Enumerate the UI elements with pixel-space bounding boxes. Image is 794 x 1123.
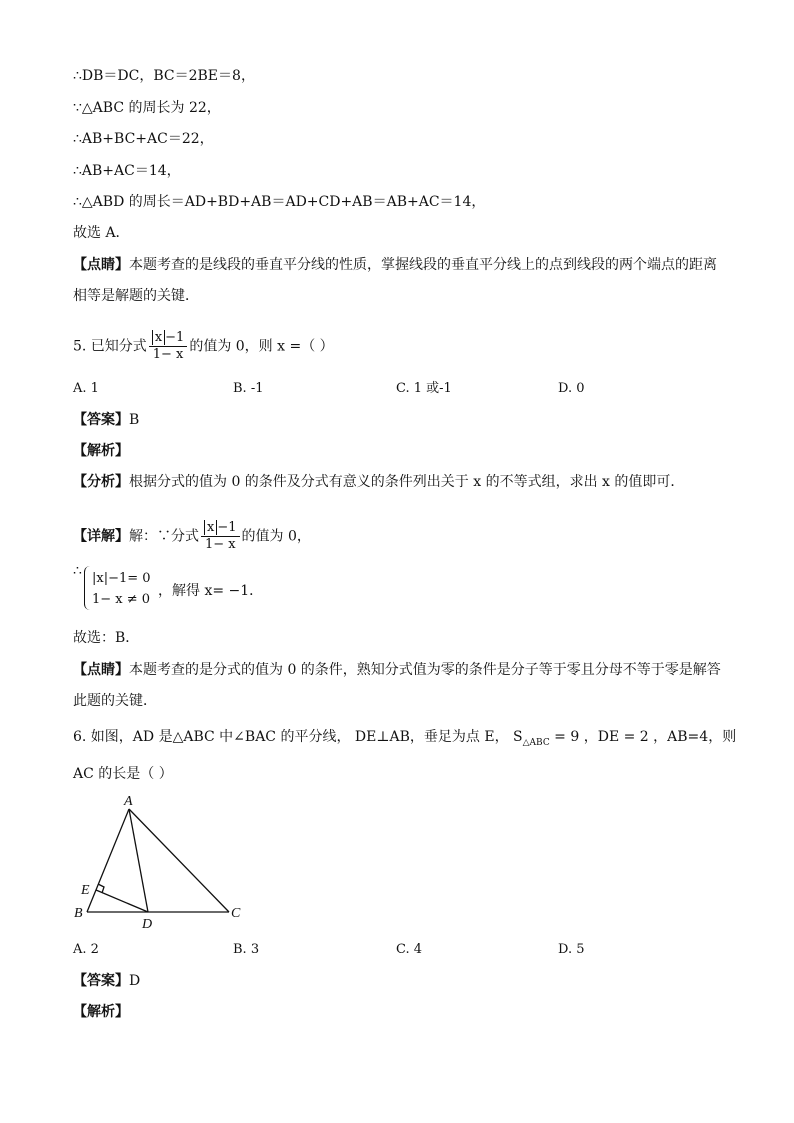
detail-prefix: 解：∵分式 bbox=[129, 528, 199, 545]
q5-analysis-tag: 【解析】 bbox=[73, 443, 129, 459]
comment-line-1 bbox=[73, 255, 717, 275]
frac-denominator: 1− x bbox=[152, 347, 184, 362]
segment-de bbox=[96, 890, 148, 912]
proof-line-4: ∴AB+AC＝14， bbox=[73, 163, 181, 179]
side-ac bbox=[129, 809, 229, 912]
detail-suffix: 的值为 0， bbox=[241, 528, 311, 545]
answer-tag: 【答案】 bbox=[73, 412, 129, 428]
q6-option-a: A. 2 bbox=[73, 942, 99, 957]
q6-text-b: = 9 ，DE = 2 ，AB=4，则 bbox=[549, 729, 737, 745]
label-c: C bbox=[231, 906, 241, 921]
q5-dianjing-2: 此题的关键． bbox=[73, 693, 157, 709]
label-d: D bbox=[142, 917, 153, 932]
q6-answer bbox=[73, 971, 140, 991]
fenxi-tag: 【分析】 bbox=[73, 474, 129, 490]
comment-tag: 【点睛】 bbox=[73, 257, 129, 273]
num-rest: −1 bbox=[165, 330, 185, 345]
q6-option-c: C. 4 bbox=[396, 942, 423, 957]
q5-option-a: A. 1 bbox=[73, 381, 99, 396]
comment-text: 本题考查的是线段的垂直平分线的性质，掌握线段的垂直平分线上的点到线段的两个端点的距离 bbox=[129, 257, 717, 273]
fenxi-text: 根据分式的值为 0 的条件及分式有意义的条件列出关于 x 的不等式组，求出 x 的值即可． bbox=[129, 474, 685, 490]
q6-text-a: 6. 如图，AD 是△ABC 中∠BAC 的平分线， DE⊥AB，垂足为点 E， S bbox=[73, 729, 523, 745]
equation-system bbox=[92, 568, 151, 610]
side-ab bbox=[87, 809, 129, 912]
q5-dianjing-1 bbox=[73, 660, 721, 680]
num-rest: −1 bbox=[217, 520, 237, 535]
proof-line-3: ∴AB+BC+AC＝22， bbox=[73, 131, 214, 147]
q5-detail bbox=[73, 520, 311, 553]
answer-value: D bbox=[129, 973, 141, 989]
label-e: E bbox=[81, 883, 90, 898]
frac-denominator: 1− x bbox=[204, 537, 236, 552]
proof-line-2: ∵△ABC 的周长为 22， bbox=[73, 100, 221, 116]
proof-line-1: ∴DB＝DC，BC＝2BE＝8， bbox=[73, 68, 255, 84]
q5-option-c: C. 1 或-1 bbox=[396, 381, 452, 396]
conclusion-line: 故选 A． bbox=[73, 225, 130, 241]
q5-prefix: 5. 已知分式 bbox=[73, 338, 147, 355]
solve-text: ，解得 x= −1． bbox=[158, 583, 264, 599]
bisector-ad bbox=[129, 809, 148, 912]
dianjing-text: 本题考查的是分式的值为 0 的条件，熟知分式值为零的条件是分子等于零且分母不等于零是解答 bbox=[129, 662, 721, 678]
answer-value: B bbox=[129, 412, 140, 428]
q5-option-d: D. 0 bbox=[558, 381, 585, 396]
answer-tag: 【答案】 bbox=[73, 973, 129, 989]
q5-fenxi bbox=[73, 472, 684, 492]
triangle-figure bbox=[70, 790, 250, 935]
q6-option-b: B. 3 bbox=[233, 942, 260, 957]
q5-stem bbox=[73, 330, 334, 363]
detail-fraction bbox=[201, 520, 240, 553]
q5-suffix: 的值为 0，则 x =（ ） bbox=[189, 338, 334, 355]
proof-line-5: ∴△ABD 的周长＝AD+BD+AB＝AD+CD+AB＝AB+AC＝14， bbox=[73, 194, 486, 210]
q5-option-b: B. -1 bbox=[233, 381, 264, 396]
abs-x: x bbox=[204, 520, 217, 535]
therefore-symbol: ∴ bbox=[73, 563, 82, 579]
q5-fraction bbox=[149, 330, 188, 363]
system-row-1: |x|−1= 0 bbox=[92, 571, 151, 586]
system-row-2: 1− x ≠ 0 bbox=[92, 592, 151, 607]
q6-stem-1 bbox=[73, 727, 736, 753]
label-b: B bbox=[74, 906, 83, 921]
q5-answer bbox=[73, 410, 139, 430]
q6-subscript: △ABC bbox=[522, 737, 550, 748]
q6-option-d: D. 5 bbox=[558, 942, 585, 957]
q6-stem-2: AC 的长是（ ） bbox=[73, 766, 173, 782]
q5-choose: 故选：B． bbox=[73, 630, 140, 646]
dianjing-tag: 【点睛】 bbox=[73, 662, 129, 678]
label-a: A bbox=[124, 794, 133, 809]
comment-line-2: 相等是解题的关键． bbox=[73, 288, 199, 304]
detail-tag: 【详解】 bbox=[73, 528, 129, 545]
q6-analysis-tag: 【解析】 bbox=[73, 1004, 129, 1020]
abs-x: x bbox=[152, 330, 165, 345]
